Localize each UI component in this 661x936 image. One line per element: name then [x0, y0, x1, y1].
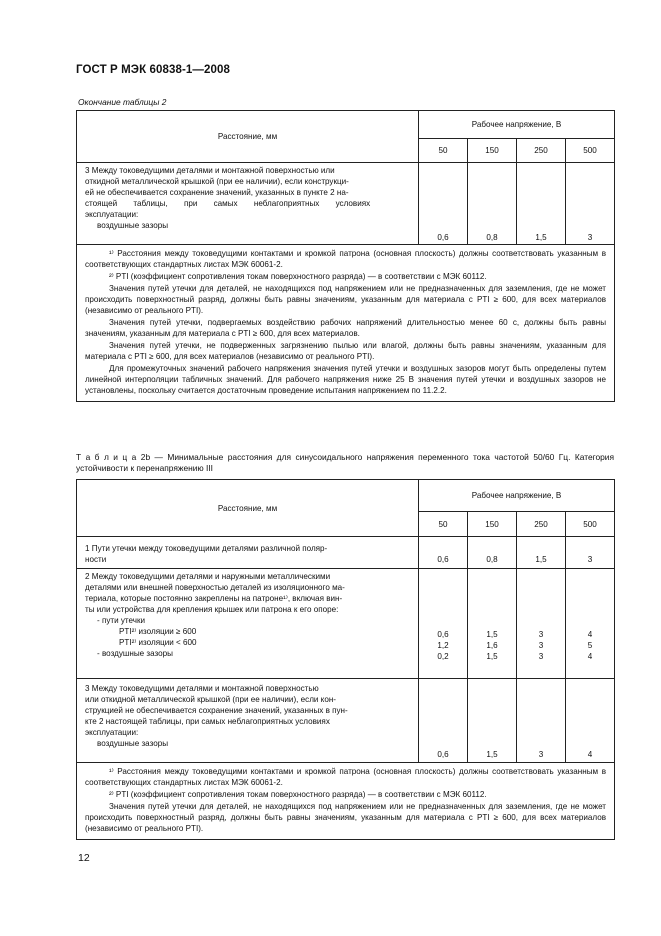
document-header: ГОСТ Р МЭК 60838-1—2008: [76, 64, 230, 76]
table-notes: [77, 763, 615, 840]
sub-label-pti-lt-600: PTI²⁾ изоляции < 600: [119, 638, 197, 647]
sub-label-air-gaps: воздушные зазоры: [97, 221, 169, 230]
table-2b-caption: Т а б л и ц а 2b — Минимальные расстояния для синусоидального напряжения переменного тока частотой 50/60 Гц. Категория устойчивости к перенапряжению III: [76, 452, 614, 473]
footnote-1: ¹⁾ Расстояния между токоведущими контактами и кромкой патрона (основная плоскость) должны соответствовать указанным в соответствующих стандартных листах МЭК 60061-2.: [85, 249, 607, 269]
header-voltage: Рабочее напряжение, В: [419, 480, 615, 512]
row-1-description: [77, 537, 419, 569]
footnote-2: ²⁾ PTI (коэффициент сопротивления токам поверхностного разряда) — в соответствии с МЭК 60112.: [109, 790, 487, 799]
value: 0,6: [437, 555, 449, 564]
table-2-end: [76, 110, 615, 402]
text-line: ности: [85, 555, 107, 564]
note-paragraph: Значения путей утечки, не подверженных загрязнению пылью или влагой, должны быть равны значениям, указанным для материала с PTI ≥ 600, для всех материалов (независимо от реального PTI).: [85, 341, 607, 361]
text-line: ей не обеспечивается сохранение значений, указанных в пункте 2 на-: [85, 188, 349, 197]
value: 1,5: [535, 233, 547, 242]
row-2-description: [77, 569, 419, 679]
value-cell: [566, 569, 615, 679]
text-line: ты или устройства для крепления крышек или патрона к его опоре:: [85, 605, 339, 614]
value: 0,6: [437, 630, 449, 639]
table-notes: [77, 245, 615, 402]
text-line: откидной металлической крышкой (при ее наличии), если конструкци-: [85, 177, 349, 186]
value-cell: [468, 537, 517, 569]
text-line: 1 Пути утечки между токоведущими деталями различной поляр-: [85, 544, 328, 553]
text-line: териала, которые постоянно закреплены на патроне¹⁾, включая вин-: [85, 594, 343, 603]
voltage-250: 250: [517, 512, 566, 537]
sub-label-air-gaps: - воздушные зазоры: [97, 649, 173, 658]
table-2b: [76, 479, 615, 840]
value-cell: [419, 679, 468, 763]
note-paragraph: Значения путей утечки для деталей, не находящихся под напряжением или не предназначенных для заземления, где не может происходить поверхностный разряд, должны быть равны значениям, указанным для материала с PTI ≥ 600, для всех материалов (независимо от реального PTI).: [85, 284, 607, 315]
value-cell: [419, 537, 468, 569]
table-continuation-label: Окончание таблицы 2: [78, 97, 167, 107]
header-distance: Расстояние, мм: [77, 111, 419, 163]
text-line: деталями или внешней поверхностью деталей из изоляционного ма-: [85, 583, 345, 592]
value: 0,6: [437, 233, 449, 242]
voltage-150: 150: [468, 139, 517, 163]
header-voltage: Рабочее напряжение, В: [419, 111, 615, 139]
sub-label-creepage: - пути утечки: [97, 616, 146, 625]
text-line: эксплуатации:: [85, 210, 139, 219]
value: 1,5: [486, 630, 498, 639]
value: 5: [587, 641, 593, 650]
text-line: 3 Между токоведущими деталями и монтажной поверхностью или: [85, 166, 335, 175]
value: 4: [587, 630, 593, 639]
value-cell: [468, 163, 517, 245]
value: 0,8: [486, 233, 498, 242]
value-cell: [566, 163, 615, 245]
voltage-250: 250: [517, 139, 566, 163]
value-cell: [517, 679, 566, 763]
footnote-2: ²⁾ PTI (коэффициент сопротивления токам поверхностного разряда) — в соответствии с МЭК 60112.: [109, 272, 487, 281]
text-line: кте 2 настоящей таблицы, при самых неблагоприятных условиях: [85, 717, 330, 726]
value: 0,2: [437, 652, 449, 661]
voltage-150: 150: [468, 512, 517, 537]
value: 0,6: [437, 750, 449, 759]
value: 4: [587, 652, 593, 661]
row-3-description: [77, 679, 419, 763]
text-line: 3 Между токоведущими деталями и монтажной поверхностью: [85, 684, 319, 693]
value: 3: [538, 652, 544, 661]
value: 0,8: [486, 555, 498, 564]
value-cell: [468, 569, 517, 679]
sub-label-air-gaps: воздушные зазоры: [97, 739, 169, 748]
value-cell: [566, 537, 615, 569]
note-paragraph: Значения путей утечки для деталей, не находящихся под напряжением или не предназначенных для заземления, где не может происходить поверхностный разряд, должны быть равны значениям, указанным для материала с PTI ≥ 600, для всех материалов (независимо от реального PTI).: [85, 802, 607, 833]
value-cell: [468, 679, 517, 763]
voltage-500: 500: [566, 139, 615, 163]
value: 3: [587, 555, 593, 564]
voltage-50: 50: [419, 512, 468, 537]
footnote-1: ¹⁾ Расстояния между токоведущими контактами и кромкой патрона (основная плоскость) должны соответствовать указанным в соответствующих стандартных листах МЭК 60061-2.: [85, 767, 607, 787]
value-cell: [566, 679, 615, 763]
value: 1,6: [486, 641, 498, 650]
value-cell: [419, 163, 468, 245]
value: 3: [538, 630, 544, 639]
value: 3: [538, 750, 544, 759]
value-cell: [419, 569, 468, 679]
text-line: эксплуатации:: [85, 728, 139, 737]
value-cell: [517, 537, 566, 569]
sub-label-pti-ge-600: PTI²⁾ изоляции ≥ 600: [119, 627, 197, 636]
page-number: 12: [78, 852, 90, 864]
value: 1,2: [437, 641, 449, 650]
value-cell: [517, 569, 566, 679]
value-cell: [517, 163, 566, 245]
note-paragraph: Значения путей утечки, подвергаемых воздействию рабочих напряжений длительностью менее 60 с, должны быть равны значениям, указанным для материала с PTI ≥ 600, для всех материалов.: [85, 318, 607, 338]
value: 1,5: [486, 652, 498, 661]
value: 3: [538, 641, 544, 650]
text-line: струкцией не обеспечивается сохранение значений, указанных в пун-: [85, 706, 348, 715]
value: 1,5: [486, 750, 498, 759]
header-distance: Расстояние, мм: [77, 480, 419, 537]
text-line: стоящей таблицы, при самых неблагоприятных условиях: [85, 199, 371, 208]
value: 3: [587, 233, 593, 242]
value: 4: [587, 750, 593, 759]
note-paragraph: Для промежуточных значений рабочего напряжения значения путей утечки и воздушных зазоров могут быть определены путем линейной интерполяции табличных значений. Для рабочего напряжения ниже 25 В значения путей утечки и воздушных зазоров не установлены, поскольку считается достаточным проведение испытания напряжением по 11.2.2.: [85, 364, 607, 395]
voltage-50: 50: [419, 139, 468, 163]
row-3-description: [77, 163, 419, 245]
text-line: 2 Между токоведущими деталями и наружными металлическими: [85, 572, 331, 581]
voltage-500: 500: [566, 512, 615, 537]
value: 1,5: [535, 555, 547, 564]
text-line: или откидной металлической крышкой (при ее наличии), если кон-: [85, 695, 336, 704]
